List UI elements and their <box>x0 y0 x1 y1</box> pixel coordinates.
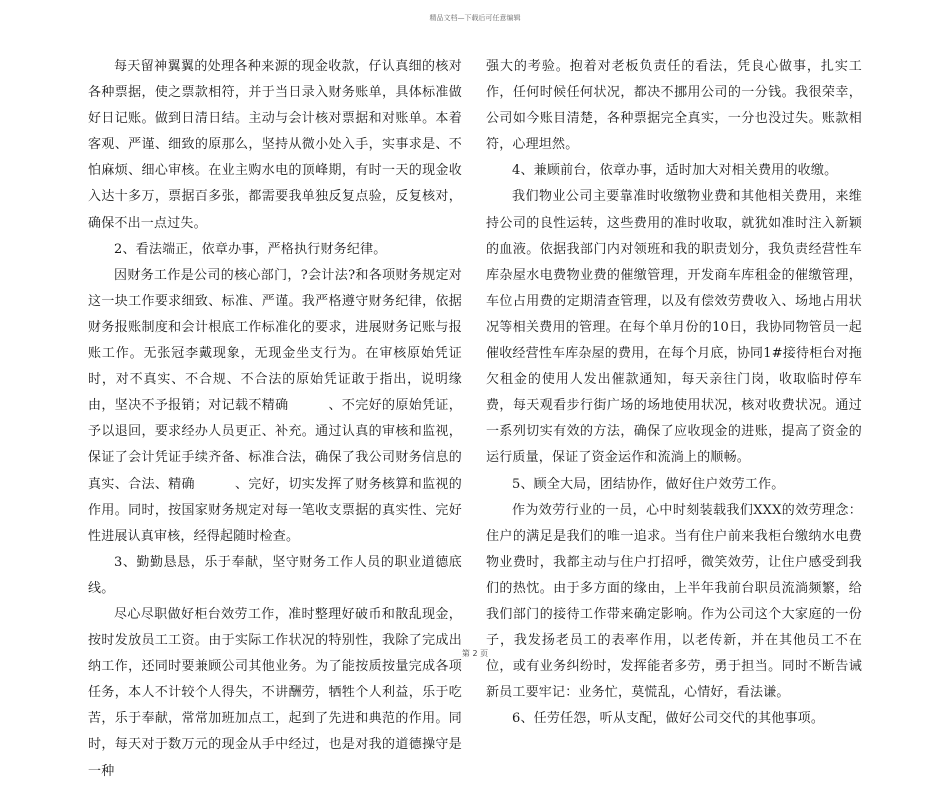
left-column <box>88 54 462 785</box>
heading-section-5: 5、顾全大局，团结协作，做好住户效劳工作。 <box>512 476 785 492</box>
paragraph-fee-collection: 我们物业公司主要靠准时收缴物业费和其他相关费用，来维持公司的良性运转，这些费用的准时收取，就犹如准时注入新颖的血液。依据我部门内对领班和我的职责划分，我负责经营性车库杂屋水电费物业费的催缴管理，开发商车库租金的催缴管理，车位占用费的定期清查管理，以及有偿效劳费收入、场地占用状况等相关费用的管理。在每个单月份的10日，我协同物管员一起催收经营性车库杂屋的费用，在每个月底，协同1#接待柜台对拖欠租金的使用人发出催款通知，每天亲往门岗，收取临时停车费，每天观看步行街广场的场地使用状况，核对收费状况。通过一系列切实有效的方法，确保了应收现金的进账，提高了资金的运行质量，保证了资金运作和流淌上的顺畅。 <box>486 189 862 466</box>
heading-section-4: 4、兼顾前台，依章办事，适时加大对相关费用的收缴。 <box>512 163 838 179</box>
page-header: 精品文档—下载后可任意编辑 <box>429 14 521 22</box>
paragraph-continuation: 强大的考验。抱着对老板负责任的看法，凭良心做事，扎实工作，任何时候任何状况，都决不挪用公司的一分钱。我很荣幸，公司如今账目清楚，各种票据完全真实，一分也没过失。账款相符，心理坦然。 <box>486 59 862 153</box>
heading-section-6: 6、任劳任怨，听从支配，做好公司交代的其他事项。 <box>512 711 825 727</box>
paragraph-financial-discipline: 因财务工作是公司的核心部门，?会计法?和各项财务规定对这一块工作要求细致、标准、严谨。我严格遵守财务纪律，依据财务报账制度和会计根底工作标准化的要求，进展财务记账与报账工作。无张冠李戴现象，无现金坐支行为。在审核原始凭证时，对不真实、不合规、不合法的原始凭证敢于指出，说明缘由，坚决不予报销；对记载不精确 、不完好的原始凭证，予以退回，要求经办人员更正、补充。通过认真的审核和监视，保证了会计凭证手续齐备、标准合法，确保了我公司财务信息的真实、合法、精确 、完好，切实发挥了财务核算和监视的作用。同时，按国家财务规定对每一笔收支票据的真实性、完好性进展认真审核，经得起随时检查。 <box>88 267 462 544</box>
page-number: 第 2 页 <box>461 649 489 658</box>
heading-section-3: 3、勤勤恳恳，乐于奉献，坚守财务工作人员的职业道德底线。 <box>88 554 462 596</box>
paragraph-resident-service: 作为效劳行业的一员，心中时刻装载我们XXX的效劳理念：住户的满足是我们的唯一追求。当有住户前来我柜台缴纳水电费物业费时，我都主动与住户打招呼，微笑效劳，让住户感受到我们的热忱。由于多方面的缘由，上半年我前台职员流淌频繁，给我们部门的接待工作带来确定影响。作为公司这个大家庭的一份子，我发扬老员工的表率作用，以老传新，并在其他员工不在位，或有业务纠纷时，发挥能者多劳，勇于担当。同时不断告诫新员工要牢记：业务忙，莫慌乱，心情好，看法谦。 <box>486 502 862 701</box>
right-column <box>486 54 862 732</box>
heading-section-2: 2、看法端正，依章办事，严格执行财务纪律。 <box>114 241 387 257</box>
paragraph-cash-handling: 每天留神翼翼的处理各种来源的现金收款，仔认真细的核对各种票据，使之票款相符，并于当日录入财务账单，具体标准做好日记账。做到日清日结。主动与会计核对票据和对账单。本着客观、严谨、细致的原那么，坚持从微小处入手，实事求是、不怕麻烦、细心审核。在业主购水电的顶峰期，有时一天的现金收入达十多万，票据百多张，都需要我单独反复点验，反复核对，确保不出一点过失。 <box>88 59 462 231</box>
paragraph-dedication: 尽心尽职做好柜台效劳工作，准时整理好破币和散乱现金，按时发放员工工资。由于实际工作状况的特别性，我除了完成出纳工作，还同时要兼顾公司其他业务。为了能按质按量完成各项任务，本人不计较个人得失，不讲酬劳，牺牲个人利益，乐于吃苦，乐于奉献，常常加班加点工，起到了先进和典范的作用。同时，每天对于数万元的现金从手中经过，也是对我的道德操守是一种 <box>88 606 462 779</box>
